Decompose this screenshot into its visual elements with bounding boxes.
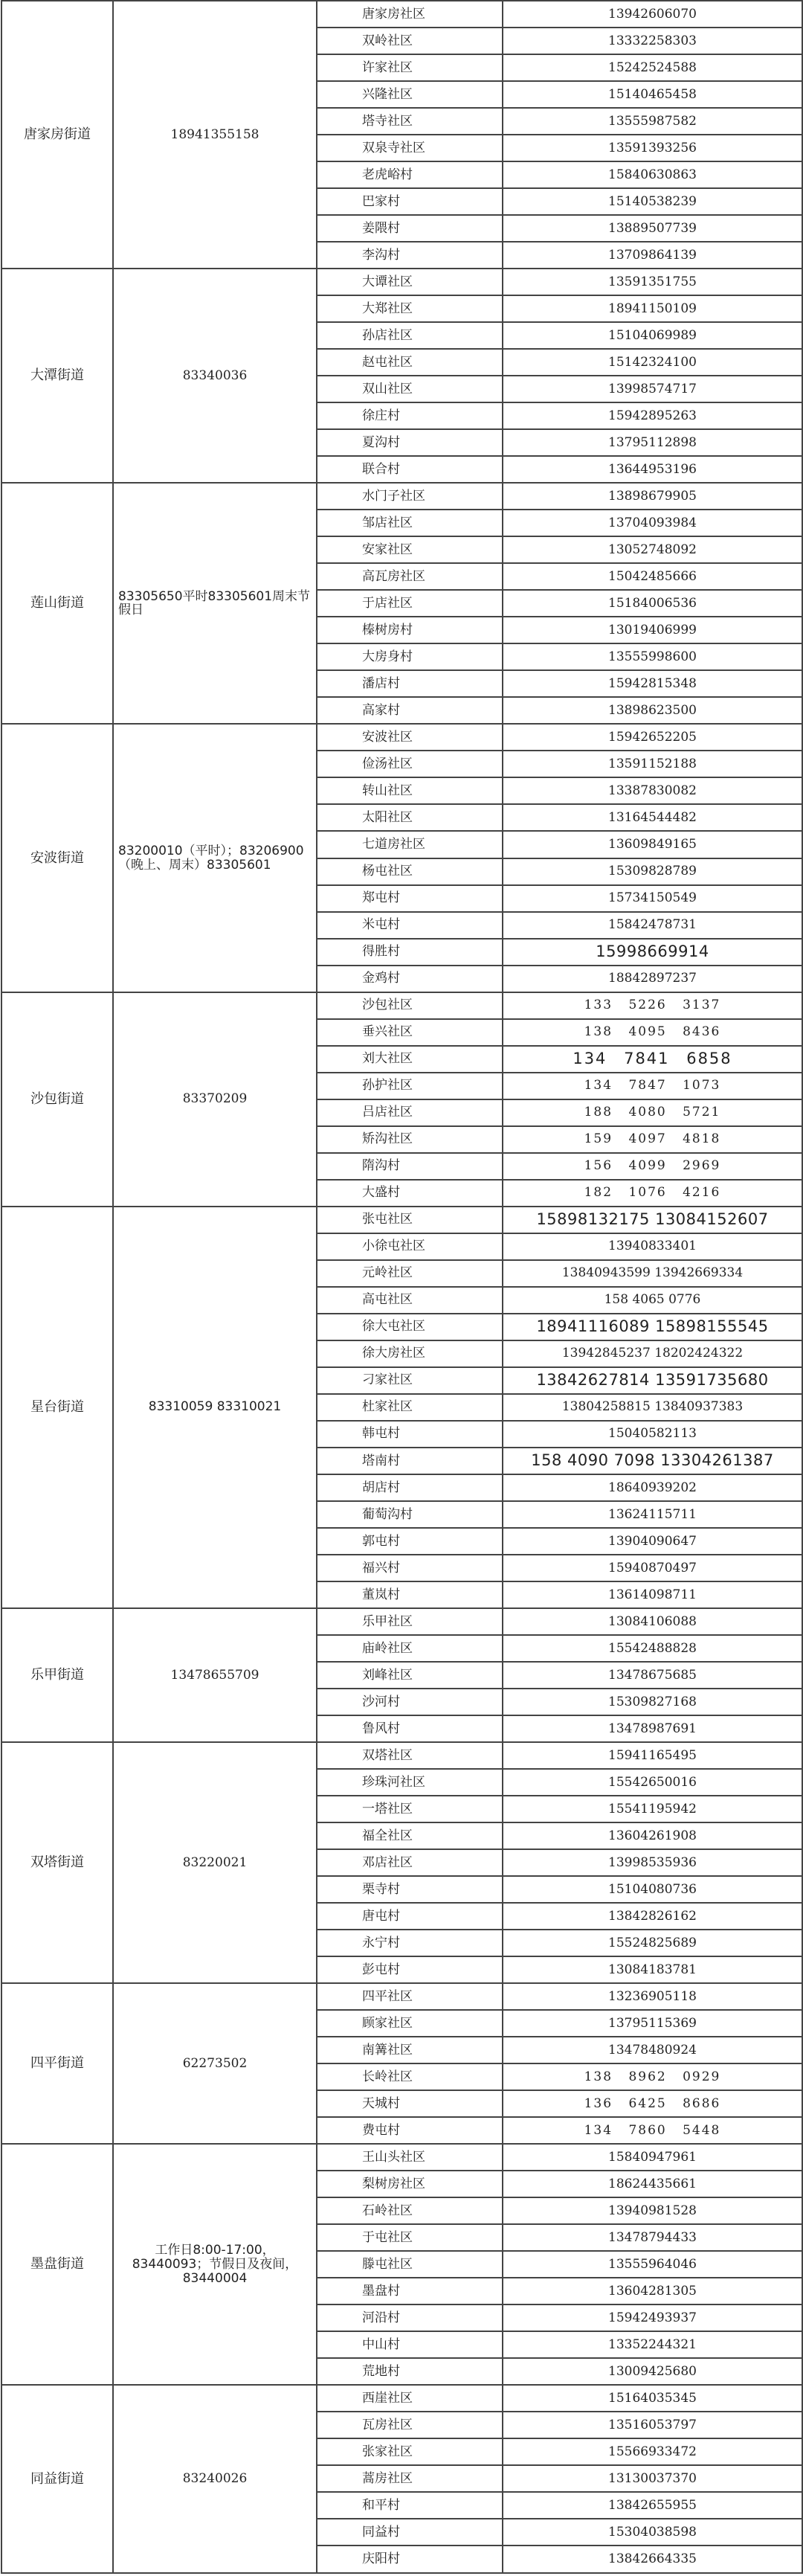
community-name-cell: 大谭社区 xyxy=(317,269,503,295)
street-name-cell: 墨盘街道 xyxy=(1,2144,113,2385)
community-name-cell: 彭屯村 xyxy=(317,1956,503,1983)
community-name-cell: 唐家房社区 xyxy=(317,1,503,28)
community-phone-cell: 15524825689 xyxy=(503,1930,802,1956)
street-name-cell: 四平街道 xyxy=(1,1983,113,2144)
community-name-cell: 永宁村 xyxy=(317,1930,503,1956)
community-phone-cell: 13709864139 xyxy=(503,242,802,269)
community-name-cell: 刁家社区 xyxy=(317,1367,503,1394)
community-phone-cell: 15184006536 xyxy=(503,590,802,617)
community-name-cell: 大房身村 xyxy=(317,643,503,670)
community-phone-cell: 13804258815 13840937383 xyxy=(503,1394,802,1421)
community-phone-cell: 13795112898 xyxy=(503,429,802,456)
community-phone-cell: 18640939202 xyxy=(503,1474,802,1501)
community-name-cell: 转山社区 xyxy=(317,777,503,804)
community-phone-cell: 13604281305 xyxy=(503,2278,802,2304)
table-row xyxy=(1,269,802,295)
community-phone-cell: 134 7847 1073 xyxy=(503,1073,802,1099)
community-phone-cell: 134 7841 6858 xyxy=(503,1046,802,1073)
community-name-cell: 庙岭社区 xyxy=(317,1635,503,1662)
community-phone-cell: 15242524588 xyxy=(503,54,802,81)
community-name-cell: 赵屯社区 xyxy=(317,349,503,376)
table-row xyxy=(1,2144,802,2171)
street-phone-cell: 83200010（平时）；83206900（晚上、周末）83305601 xyxy=(113,724,317,992)
community-name-cell: 双山社区 xyxy=(317,376,503,402)
community-name-cell: 孙店社区 xyxy=(317,322,503,349)
street-phone-cell: 83340036 xyxy=(113,269,317,483)
community-name-cell: 瓦房社区 xyxy=(317,2412,503,2438)
community-phone-cell: 15542488828 xyxy=(503,1635,802,1662)
community-name-cell: 杨屯社区 xyxy=(317,858,503,885)
community-phone-cell: 15541195942 xyxy=(503,1796,802,1822)
community-name-cell: 金鸡村 xyxy=(317,966,503,992)
community-phone-cell: 13842826162 xyxy=(503,1903,802,1930)
community-phone-cell: 158 4065 0776 xyxy=(503,1287,802,1314)
community-name-cell: 沙包社区 xyxy=(317,992,503,1019)
community-phone-cell: 18941116089 15898155545 xyxy=(503,1314,802,1340)
street-name-cell: 大潭街道 xyxy=(1,269,113,483)
community-name-cell: 高瓦房社区 xyxy=(317,563,503,590)
community-name-cell: 天城村 xyxy=(317,2090,503,2117)
community-phone-cell: 13555998600 xyxy=(503,643,802,670)
community-phone-cell: 15734150549 xyxy=(503,885,802,912)
community-phone-cell: 15304038598 xyxy=(503,2519,802,2546)
community-name-cell: 梨树房社区 xyxy=(317,2171,503,2197)
community-phone-cell: 15840947961 xyxy=(503,2144,802,2171)
community-name-cell: 双塔社区 xyxy=(317,1742,503,1769)
community-name-cell: 徐大屯社区 xyxy=(317,1314,503,1340)
community-name-cell: 潘店村 xyxy=(317,670,503,697)
community-phone-cell: 13019406999 xyxy=(503,617,802,643)
community-phone-cell: 15104069989 xyxy=(503,322,802,349)
community-phone-cell: 15941165495 xyxy=(503,1742,802,1769)
community-name-cell: 杜家社区 xyxy=(317,1394,503,1421)
community-name-cell: 李沟村 xyxy=(317,242,503,269)
community-name-cell: 墨盘村 xyxy=(317,2278,503,2304)
community-phone-cell: 13942606070 xyxy=(503,1,802,28)
community-name-cell: 葡萄沟村 xyxy=(317,1501,503,1528)
community-name-cell: 隋沟村 xyxy=(317,1153,503,1180)
table-row xyxy=(1,1608,802,1635)
community-phone-cell: 13332258303 xyxy=(503,28,802,54)
table-row xyxy=(1,724,802,751)
community-name-cell: 双岭社区 xyxy=(317,28,503,54)
community-phone-cell: 13604261908 xyxy=(503,1822,802,1849)
street-phone-cell: 83220021 xyxy=(113,1742,317,1983)
community-name-cell: 沙河村 xyxy=(317,1689,503,1715)
community-name-cell: 费屯村 xyxy=(317,2117,503,2144)
community-phone-cell: 15942493937 xyxy=(503,2304,802,2331)
community-name-cell: 邹店社区 xyxy=(317,510,503,536)
community-phone-cell: 15998669914 xyxy=(503,939,802,966)
community-phone-cell: 15942895263 xyxy=(503,402,802,429)
community-name-cell: 垂兴社区 xyxy=(317,1019,503,1046)
street-name-cell: 同益街道 xyxy=(1,2385,113,2572)
community-phone-cell: 13387830082 xyxy=(503,777,802,804)
community-phone-cell: 182 1076 4216 xyxy=(503,1180,802,1207)
community-name-cell: 河沿村 xyxy=(317,2304,503,2331)
street-phone-cell: 18941355158 xyxy=(113,1,317,269)
community-phone-cell: 13478480924 xyxy=(503,2037,802,2063)
community-phone-cell: 138 4095 8436 xyxy=(503,1019,802,1046)
street-phone-cell: 83310059 83310021 xyxy=(113,1207,317,1608)
community-name-cell: 同益村 xyxy=(317,2519,503,2546)
community-phone-cell: 15566933472 xyxy=(503,2438,802,2465)
community-name-cell: 塔寺社区 xyxy=(317,108,503,135)
community-name-cell: 石岭社区 xyxy=(317,2197,503,2224)
community-phone-cell: 13555964046 xyxy=(503,2251,802,2278)
community-name-cell: 鲁风村 xyxy=(317,1715,503,1742)
table-row xyxy=(1,1742,802,1769)
community-name-cell: 张家社区 xyxy=(317,2438,503,2465)
community-name-cell: 西崖社区 xyxy=(317,2385,503,2412)
community-name-cell: 福兴村 xyxy=(317,1555,503,1581)
community-phone-cell: 13591393256 xyxy=(503,135,802,161)
community-phone-cell: 13352244321 xyxy=(503,2331,802,2358)
community-phone-cell: 134 7860 5448 xyxy=(503,2117,802,2144)
street-name-cell: 沙包街道 xyxy=(1,992,113,1207)
table-row xyxy=(1,992,802,1019)
community-name-cell: 许家社区 xyxy=(317,54,503,81)
community-name-cell: 兴隆社区 xyxy=(317,81,503,108)
table-row xyxy=(1,1,802,28)
community-name-cell: 水门子社区 xyxy=(317,483,503,510)
community-phone-cell: 13555987582 xyxy=(503,108,802,135)
community-phone-cell: 15164035345 xyxy=(503,2385,802,2412)
community-phone-cell: 15104080736 xyxy=(503,1876,802,1903)
community-phone-cell: 13609849165 xyxy=(503,831,802,858)
community-phone-cell: 13898623500 xyxy=(503,697,802,724)
community-phone-cell: 13842664335 xyxy=(503,2546,802,2572)
community-phone-cell: 13940833401 xyxy=(503,1233,802,1260)
community-phone-cell: 13478794433 xyxy=(503,2224,802,2251)
community-name-cell: 徐大房社区 xyxy=(317,1340,503,1367)
community-phone-cell: 18842897237 xyxy=(503,966,802,992)
community-name-cell: 中山村 xyxy=(317,2331,503,2358)
community-name-cell: 蒿房社区 xyxy=(317,2465,503,2492)
community-name-cell: 刘大社区 xyxy=(317,1046,503,1073)
community-name-cell: 榛树房村 xyxy=(317,617,503,643)
community-name-cell: 郭屯村 xyxy=(317,1528,503,1555)
community-name-cell: 韩屯村 xyxy=(317,1421,503,1448)
community-name-cell: 王山头社区 xyxy=(317,2144,503,2171)
street-name-cell: 星台街道 xyxy=(1,1207,113,1608)
street-name-cell: 唐家房街道 xyxy=(1,1,113,269)
community-name-cell: 姜隈村 xyxy=(317,215,503,242)
street-phone-cell: 工作日8:00-17:00，83440093；节假日及夜间，83440004 xyxy=(113,2144,317,2385)
community-phone-cell: 13614098711 xyxy=(503,1581,802,1608)
community-phone-cell: 15140465458 xyxy=(503,81,802,108)
community-name-cell: 栗寺村 xyxy=(317,1876,503,1903)
street-phone-cell: 83370209 xyxy=(113,992,317,1207)
community-name-cell: 长岭社区 xyxy=(317,2063,503,2090)
community-phone-cell: 18624435661 xyxy=(503,2171,802,2197)
contact-table xyxy=(1,0,803,2574)
community-phone-cell: 13898679905 xyxy=(503,483,802,510)
community-name-cell: 于屯社区 xyxy=(317,2224,503,2251)
community-phone-cell: 15309827168 xyxy=(503,1689,802,1715)
community-phone-cell: 13644953196 xyxy=(503,456,802,483)
community-name-cell: 俭汤社区 xyxy=(317,751,503,777)
community-name-cell: 邓店社区 xyxy=(317,1849,503,1876)
community-phone-cell: 15140538239 xyxy=(503,188,802,215)
community-name-cell: 联合村 xyxy=(317,456,503,483)
community-phone-cell: 13940981528 xyxy=(503,2197,802,2224)
community-phone-cell: 15042485666 xyxy=(503,563,802,590)
community-name-cell: 双泉寺社区 xyxy=(317,135,503,161)
community-phone-cell: 13842655955 xyxy=(503,2492,802,2519)
street-name-cell: 乐甲街道 xyxy=(1,1608,113,1742)
table-row xyxy=(1,1983,802,2010)
community-phone-cell: 13704093984 xyxy=(503,510,802,536)
community-phone-cell: 13842627814 13591735680 xyxy=(503,1367,802,1394)
community-name-cell: 董岚村 xyxy=(317,1581,503,1608)
community-phone-cell: 15542650016 xyxy=(503,1769,802,1796)
community-phone-cell: 13840943599 13942669334 xyxy=(503,1260,802,1287)
community-phone-cell: 13516053797 xyxy=(503,2412,802,2438)
community-phone-cell: 13889507739 xyxy=(503,215,802,242)
community-name-cell: 和平村 xyxy=(317,2492,503,2519)
community-name-cell: 大盛村 xyxy=(317,1180,503,1207)
community-phone-cell: 15040582113 xyxy=(503,1421,802,1448)
community-phone-cell: 13236905118 xyxy=(503,1983,802,2010)
community-name-cell: 米屯村 xyxy=(317,912,503,939)
community-name-cell: 塔南村 xyxy=(317,1448,503,1474)
community-name-cell: 珍珠河社区 xyxy=(317,1769,503,1796)
community-phone-cell: 13904090647 xyxy=(503,1528,802,1555)
community-phone-cell: 159 4097 4818 xyxy=(503,1126,802,1153)
community-phone-cell: 15942652205 xyxy=(503,724,802,751)
community-phone-cell: 18941150109 xyxy=(503,295,802,322)
community-phone-cell: 13591351755 xyxy=(503,269,802,295)
community-name-cell: 顾家社区 xyxy=(317,2010,503,2037)
community-phone-cell: 13130037370 xyxy=(503,2465,802,2492)
community-phone-cell: 15840630863 xyxy=(503,161,802,188)
community-name-cell: 元岭社区 xyxy=(317,1260,503,1287)
community-phone-cell: 136 6425 8686 xyxy=(503,2090,802,2117)
table-row xyxy=(1,2385,802,2412)
community-phone-cell: 133 5226 3137 xyxy=(503,992,802,1019)
community-phone-cell: 138 8962 0929 xyxy=(503,2063,802,2090)
community-name-cell: 南篝社区 xyxy=(317,2037,503,2063)
community-name-cell: 孙护社区 xyxy=(317,1073,503,1099)
community-name-cell: 老虎峪村 xyxy=(317,161,503,188)
street-phone-cell: 83305650平时83305601周末节假日 xyxy=(113,483,317,724)
community-name-cell: 矫沟社区 xyxy=(317,1126,503,1153)
community-phone-cell: 15942815348 xyxy=(503,670,802,697)
community-name-cell: 张屯社区 xyxy=(317,1207,503,1233)
community-name-cell: 郑屯村 xyxy=(317,885,503,912)
community-name-cell: 刘峰社区 xyxy=(317,1662,503,1689)
street-name-cell: 双塔街道 xyxy=(1,1742,113,1983)
community-name-cell: 高家村 xyxy=(317,697,503,724)
community-phone-cell: 13998574717 xyxy=(503,376,802,402)
community-phone-cell: 188 4080 5721 xyxy=(503,1099,802,1126)
street-phone-cell: 83240026 xyxy=(113,2385,317,2572)
community-phone-cell: 15898132175 13084152607 xyxy=(503,1207,802,1233)
table-row xyxy=(1,1207,802,1233)
community-phone-cell: 156 4099 2969 xyxy=(503,1153,802,1180)
community-name-cell: 七道房社区 xyxy=(317,831,503,858)
community-phone-cell: 13084183781 xyxy=(503,1956,802,1983)
community-name-cell: 太阳社区 xyxy=(317,804,503,831)
community-name-cell: 福全社区 xyxy=(317,1822,503,1849)
community-phone-cell: 13052748092 xyxy=(503,536,802,563)
community-name-cell: 乐甲社区 xyxy=(317,1608,503,1635)
community-name-cell: 高屯社区 xyxy=(317,1287,503,1314)
community-name-cell: 吕店社区 xyxy=(317,1099,503,1126)
community-phone-cell: 15842478731 xyxy=(503,912,802,939)
community-name-cell: 小徐屯社区 xyxy=(317,1233,503,1260)
community-phone-cell: 15142324100 xyxy=(503,349,802,376)
community-phone-cell: 13591152188 xyxy=(503,751,802,777)
community-name-cell: 于店社区 xyxy=(317,590,503,617)
street-name-cell: 安波街道 xyxy=(1,724,113,992)
community-name-cell: 得胜村 xyxy=(317,939,503,966)
street-phone-cell: 62273502 xyxy=(113,1983,317,2144)
community-phone-cell: 13998535936 xyxy=(503,1849,802,1876)
community-phone-cell: 15940870497 xyxy=(503,1555,802,1581)
community-name-cell: 大郑社区 xyxy=(317,295,503,322)
community-name-cell: 安家社区 xyxy=(317,536,503,563)
community-name-cell: 胡店村 xyxy=(317,1474,503,1501)
community-name-cell: 荒地村 xyxy=(317,2358,503,2385)
community-name-cell: 安波社区 xyxy=(317,724,503,751)
community-phone-cell: 13084106088 xyxy=(503,1608,802,1635)
community-phone-cell: 13624115711 xyxy=(503,1501,802,1528)
community-name-cell: 一塔社区 xyxy=(317,1796,503,1822)
community-phone-cell: 158 4090 7098 13304261387 xyxy=(503,1448,802,1474)
community-phone-cell: 13164544482 xyxy=(503,804,802,831)
community-phone-cell: 15309828789 xyxy=(503,858,802,885)
community-name-cell: 滕屯社区 xyxy=(317,2251,503,2278)
community-phone-cell: 13942845237 18202424322 xyxy=(503,1340,802,1367)
community-name-cell: 唐屯村 xyxy=(317,1903,503,1930)
community-name-cell: 夏沟村 xyxy=(317,429,503,456)
community-phone-cell: 13795115369 xyxy=(503,2010,802,2037)
community-phone-cell: 13478675685 xyxy=(503,1662,802,1689)
community-name-cell: 四平社区 xyxy=(317,1983,503,2010)
community-phone-cell: 13478987691 xyxy=(503,1715,802,1742)
community-name-cell: 徐庄村 xyxy=(317,402,503,429)
community-name-cell: 巴家村 xyxy=(317,188,503,215)
community-phone-cell: 13009425680 xyxy=(503,2358,802,2385)
street-name-cell: 莲山街道 xyxy=(1,483,113,724)
community-name-cell: 庆阳村 xyxy=(317,2546,503,2572)
street-phone-cell: 13478655709 xyxy=(113,1608,317,1742)
table-row xyxy=(1,483,802,510)
